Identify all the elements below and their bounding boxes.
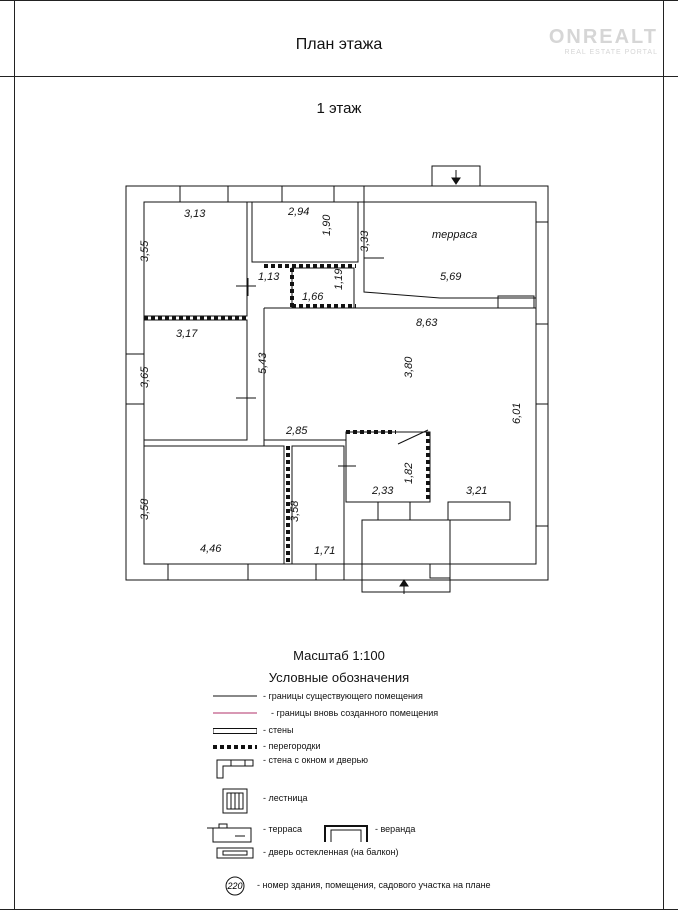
dim-label: 3,13 [184,208,206,220]
dim-label: 5,69 [440,271,462,283]
legend-text: - границы существующего помещения [263,691,423,701]
scale-label: Масштаб 1:100 [293,648,385,663]
legend-text: - веранда [375,824,416,834]
dim-label: 1,13 [258,271,280,283]
dim-label: 1,71 [314,545,336,557]
legend-text: - терраса [263,824,303,834]
dim-label: 3,58 [139,498,151,520]
outer-wall-double [126,186,548,580]
legend-text: - стены [263,725,294,735]
wall-icon [213,728,257,734]
window [448,502,510,520]
dim-label: 1,66 [302,291,324,303]
legend-text: - стена с окном и дверью [263,755,369,765]
dim-label: 4,46 [200,543,222,555]
terrace-icon [205,822,253,844]
dim-label: 1,82 [403,462,415,484]
terrace-label: терраса [432,229,478,241]
window [536,324,548,404]
window [316,564,344,580]
floor-label: 1 этаж [316,100,362,117]
watermark-text: ONREALT [548,26,658,48]
dim-label: 1,90 [321,214,333,236]
dim-label: 2,94 [288,206,310,218]
dim-label: 3,33 [359,230,371,252]
window [180,186,228,202]
partition-icon [213,744,257,750]
dim-label: 3,55 [139,240,151,262]
new-boundary-icon [213,711,257,715]
dim-label: 6,01 [511,402,523,424]
dim-label: 2,85 [286,425,308,437]
window [282,186,334,202]
dim-label: 5,43 [257,352,269,374]
window [378,502,410,520]
glazed-door-icon [213,846,257,862]
legend-text: - дверь остекленная (на балкон) [263,847,399,857]
legend-text: - перегородки [263,741,321,751]
wall-window-door-icon [213,756,257,780]
dim-label: 1,19 [333,268,345,290]
dim-label: 8,63 [416,317,438,329]
header-divider [0,76,678,77]
outer-wall [126,186,548,580]
watermark-subtext: REAL ESTATE PORTAL [564,49,658,56]
circle-number: 220 [227,881,243,891]
big-room [264,308,536,440]
watermark-logo [549,26,658,56]
floor-plan [0,150,678,610]
dim-label: 3,21 [466,485,488,497]
top-border [0,0,678,1]
legend-text: - номер здания, помещения, садового участка на плане [257,880,491,890]
window [430,564,450,578]
partitions [144,266,428,564]
dim-label: 2,33 [372,485,394,497]
window [168,564,248,580]
veranda-icon [321,822,371,844]
number-circle-icon [213,876,257,896]
dim-label: 3,58 [289,500,301,522]
dim-label: 3,80 [403,356,415,378]
dim-label: 3,17 [176,328,198,340]
page-title: План этажа [295,36,383,53]
stairs-icon [213,787,257,815]
legend-text: - лестница [263,793,308,803]
inner-wall-line [144,202,536,564]
legend-text: - границы вновь созданного помещения [271,708,439,718]
legend-title: Условные обозначения [268,670,410,685]
existing-boundary-icon [213,694,257,698]
dim-label: 3,65 [139,366,151,388]
porch [362,520,450,592]
